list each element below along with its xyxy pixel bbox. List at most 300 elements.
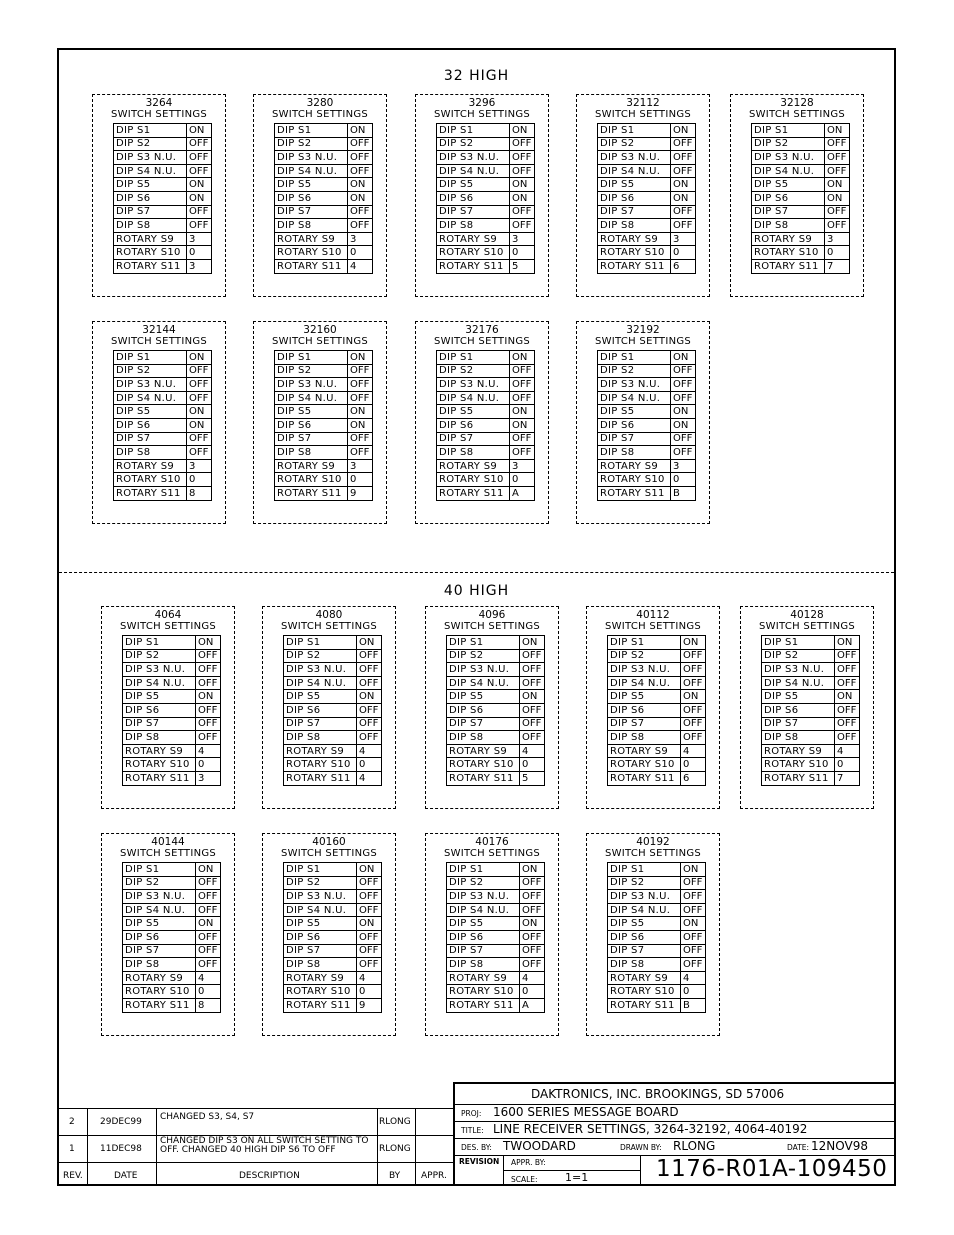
settings-row [608,863,706,877]
setting-label: DIP S1 [437,351,510,365]
setting-value: OFF [510,446,535,460]
setting-label: DIP S4 N.U. [275,164,348,178]
settings-row [275,205,373,219]
settings-row [598,432,696,446]
settings-row [598,486,696,500]
setting-value: OFF [681,890,706,904]
settings-row [123,744,221,758]
setting-label: ROTARY S11 [447,771,520,785]
setting-label: ROTARY S11 [752,259,825,273]
setting-label: DIP S4 N.U. [608,903,681,917]
settings-row [598,219,696,233]
setting-label: DIP S2 [437,364,510,378]
setting-value: ON [187,351,212,365]
setting-label: DIP S5 [123,917,196,931]
switch-settings-card [253,321,387,524]
settings-row [437,446,535,460]
settings-row [437,191,535,205]
setting-value: ON [510,191,535,205]
setting-label: DIP S7 [275,205,348,219]
setting-label: DIP S7 [608,717,681,731]
setting-value: 0 [187,246,212,260]
settings-row [608,676,706,690]
setting-label: ROTARY S9 [284,744,357,758]
switch-settings-card [586,833,720,1036]
setting-value: OFF [510,164,535,178]
settings-row [284,917,382,931]
setting-label: DIP S7 [437,432,510,446]
settings-row [275,246,373,260]
settings-row [284,930,382,944]
setting-value: OFF [520,944,545,958]
setting-value: OFF [348,432,373,446]
setting-value: OFF [357,649,382,663]
setting-value: 3 [187,459,212,473]
setting-value: 6 [681,771,706,785]
setting-label: DIP S1 [598,124,671,138]
setting-value: OFF [520,958,545,972]
settings-row [762,676,860,690]
card-code: 4064 [154,609,182,621]
setting-label: ROTARY S11 [608,771,681,785]
setting-label: DIP S4 N.U. [114,164,187,178]
setting-value: ON [510,124,535,138]
setting-label: DIP S1 [447,863,520,877]
setting-label: ROTARY S11 [598,259,671,273]
card-code: 3264 [145,97,173,109]
setting-label: DIP S4 N.U. [284,676,357,690]
setting-value: OFF [510,151,535,165]
section-divider [59,572,894,573]
setting-value: A [510,486,535,500]
setting-value: ON [187,418,212,432]
setting-label: DIP S8 [114,219,187,233]
setting-value: 6 [671,259,696,273]
settings-row [598,151,696,165]
settings-row [275,486,373,500]
settings-table [751,123,850,274]
setting-label: DIP S7 [752,205,825,219]
settings-row [284,971,382,985]
settings-row [598,364,696,378]
setting-label: DIP S6 [447,930,520,944]
setting-value: OFF [196,663,221,677]
setting-label: DIP S1 [114,351,187,365]
section-title-32-high: 32 HIGH [443,68,510,84]
settings-row [437,246,535,260]
setting-value: ON [348,178,373,192]
appr-by-label: APPR. BY: [511,1158,546,1167]
settings-row [608,944,706,958]
settings-row [284,649,382,663]
settings-row [608,758,706,772]
setting-label: ROTARY S10 [114,246,187,260]
settings-row [123,676,221,690]
setting-label: ROTARY S9 [437,232,510,246]
setting-label: DIP S7 [114,205,187,219]
switch-settings-card [262,833,396,1036]
settings-row [275,405,373,419]
setting-label: DIP S1 [447,636,520,650]
setting-value: ON [357,636,382,650]
setting-label: DIP S5 [114,178,187,192]
setting-value: OFF [510,205,535,219]
setting-value: OFF [187,151,212,165]
setting-label: DIP S7 [608,944,681,958]
setting-label: DIP S2 [275,137,348,151]
settings-row [598,418,696,432]
setting-value: 3 [671,459,696,473]
setting-label: DIP S7 [284,717,357,731]
setting-value: ON [520,863,545,877]
setting-label: DIP S3 N.U. [762,663,835,677]
setting-value: OFF [681,876,706,890]
setting-value: 0 [348,473,373,487]
setting-value: OFF [196,890,221,904]
setting-label: DIP S3 N.U. [752,151,825,165]
setting-value: OFF [671,205,696,219]
settings-row [114,473,212,487]
setting-value: 3 [187,232,212,246]
settings-row [123,863,221,877]
settings-row [114,391,212,405]
settings-row [275,164,373,178]
setting-label: DIP S6 [447,703,520,717]
settings-table [607,862,706,1013]
setting-label: DIP S1 [762,636,835,650]
setting-value: ON [357,863,382,877]
card-code: 3280 [306,97,334,109]
setting-value: OFF [671,164,696,178]
setting-value: OFF [196,944,221,958]
settings-row [598,459,696,473]
setting-value: ON [348,351,373,365]
card-subtitle: SWITCH SETTINGS [604,621,702,632]
setting-value: 5 [510,259,535,273]
settings-row [437,473,535,487]
setting-value: OFF [196,930,221,944]
setting-value: ON [825,124,850,138]
setting-label: DIP S3 N.U. [447,890,520,904]
setting-label: DIP S5 [275,178,348,192]
settings-row [437,364,535,378]
setting-label: DIP S3 N.U. [447,663,520,677]
setting-value: 4 [520,744,545,758]
setting-label: ROTARY S9 [608,971,681,985]
drawing-title: LINE RECEIVER SETTINGS, 3264-32192, 4064-40192 [493,1122,808,1136]
settings-row [447,930,545,944]
settings-row [598,178,696,192]
card-code: 4096 [478,609,506,621]
setting-label: DIP S3 N.U. [437,151,510,165]
settings-row [123,985,221,999]
setting-value: 0 [825,246,850,260]
setting-value: 3 [348,232,373,246]
settings-row [275,137,373,151]
setting-value: OFF [520,903,545,917]
setting-value: OFF [671,137,696,151]
setting-label: ROTARY S10 [608,985,681,999]
setting-label: DIP S5 [114,405,187,419]
setting-value: 9 [357,998,382,1012]
setting-label: DIP S6 [284,703,357,717]
rev-header-rev: REV. [63,1171,83,1181]
setting-label: DIP S7 [447,717,520,731]
setting-value: 0 [196,985,221,999]
setting-value: OFF [835,649,860,663]
settings-row [762,717,860,731]
settings-row [447,690,545,704]
setting-value: OFF [510,432,535,446]
setting-label: DIP S8 [275,446,348,460]
settings-row [598,473,696,487]
setting-label: DIP S1 [284,863,357,877]
settings-row [114,164,212,178]
setting-value: OFF [510,364,535,378]
settings-row [123,758,221,772]
card-code: 40160 [312,836,346,848]
settings-row [284,758,382,772]
settings-row [447,876,545,890]
settings-row [447,703,545,717]
settings-row [284,998,382,1012]
setting-label: DIP S2 [123,876,196,890]
setting-value: OFF [348,364,373,378]
setting-label: ROTARY S9 [437,459,510,473]
settings-row [447,958,545,972]
setting-value: ON [671,124,696,138]
settings-row [437,391,535,405]
setting-value: OFF [520,703,545,717]
setting-label: DIP S2 [284,876,357,890]
setting-label: ROTARY S9 [114,459,187,473]
settings-row [447,744,545,758]
setting-value: OFF [348,164,373,178]
setting-label: DIP S1 [123,636,196,650]
setting-value: OFF [681,649,706,663]
settings-row [275,124,373,138]
settings-row [752,232,850,246]
setting-label: DIP S6 [275,418,348,432]
settings-row [437,151,535,165]
project-name: 1600 SERIES MESSAGE BOARD [493,1105,679,1119]
revision-block [59,1108,453,1186]
setting-value: OFF [520,676,545,690]
setting-value: ON [348,405,373,419]
settings-row [447,903,545,917]
setting-value: OFF [357,958,382,972]
setting-label: DIP S5 [598,405,671,419]
settings-table [436,350,535,501]
settings-row [598,191,696,205]
settings-row [598,259,696,273]
settings-row [275,232,373,246]
setting-value: OFF [681,731,706,745]
setting-value: OFF [348,151,373,165]
settings-row [284,863,382,877]
setting-label: DIP S1 [123,863,196,877]
switch-settings-card [740,606,874,809]
setting-label: ROTARY S9 [752,232,825,246]
setting-label: ROTARY S10 [752,246,825,260]
setting-label: DIP S8 [598,446,671,460]
setting-value: OFF [196,958,221,972]
settings-row [437,219,535,233]
settings-row [284,944,382,958]
settings-table [607,635,706,786]
setting-value: OFF [520,930,545,944]
setting-label: DIP S3 N.U. [114,378,187,392]
setting-label: ROTARY S9 [447,971,520,985]
setting-label: ROTARY S11 [284,998,357,1012]
setting-value: OFF [357,903,382,917]
setting-label: DIP S5 [447,917,520,931]
setting-label: DIP S7 [437,205,510,219]
setting-value: ON [671,418,696,432]
revision-label: REVISION [459,1157,500,1166]
card-code: 40192 [636,836,670,848]
settings-row [114,178,212,192]
setting-label: DIP S4 N.U. [123,903,196,917]
setting-label: DIP S4 N.U. [598,391,671,405]
settings-row [752,259,850,273]
setting-label: DIP S8 [437,446,510,460]
rev-header-by: BY [389,1171,401,1181]
setting-value: OFF [835,717,860,731]
setting-label: DIP S3 N.U. [114,151,187,165]
settings-row [437,137,535,151]
setting-label: DIP S1 [275,124,348,138]
setting-label: DIP S2 [752,137,825,151]
card-subtitle: SWITCH SETTINGS [433,336,531,347]
setting-value: ON [187,191,212,205]
settings-row [752,137,850,151]
setting-label: ROTARY S9 [598,232,671,246]
settings-table [283,862,382,1013]
setting-label: DIP S2 [114,364,187,378]
settings-row [608,971,706,985]
settings-row [284,731,382,745]
settings-row [275,432,373,446]
settings-row [275,191,373,205]
settings-row [447,649,545,663]
setting-value: OFF [520,717,545,731]
settings-row [275,151,373,165]
settings-row [275,459,373,473]
setting-label: DIP S4 N.U. [608,676,681,690]
setting-label: DIP S4 N.U. [447,676,520,690]
setting-label: ROTARY S11 [275,259,348,273]
setting-label: ROTARY S11 [437,259,510,273]
setting-value: OFF [520,731,545,745]
setting-value: ON [835,690,860,704]
settings-row [608,744,706,758]
switch-settings-card [425,606,559,809]
setting-label: DIP S4 N.U. [284,903,357,917]
settings-row [284,985,382,999]
settings-row [752,178,850,192]
setting-value: OFF [187,137,212,151]
settings-table [122,862,221,1013]
section-title-40-high: 40 HIGH [443,583,510,599]
setting-value: 0 [681,985,706,999]
setting-label: DIP S3 N.U. [123,663,196,677]
setting-label: DIP S7 [598,432,671,446]
setting-value: 0 [671,473,696,487]
settings-row [123,998,221,1012]
setting-value: OFF [520,649,545,663]
setting-label: DIP S4 N.U. [752,164,825,178]
setting-value: ON [520,917,545,931]
setting-label: ROTARY S10 [762,758,835,772]
setting-label: DIP S6 [598,191,671,205]
setting-label: DIP S5 [447,690,520,704]
settings-row [123,771,221,785]
setting-label: ROTARY S10 [437,246,510,260]
setting-value: 3 [671,232,696,246]
settings-row [608,998,706,1012]
setting-label: DIP S8 [608,958,681,972]
setting-label: DIP S3 N.U. [608,890,681,904]
rev-header-appr: APPR. [421,1171,447,1181]
setting-label: DIP S1 [437,124,510,138]
setting-value: OFF [681,663,706,677]
setting-label: DIP S3 N.U. [437,378,510,392]
setting-value: OFF [510,391,535,405]
setting-value: 0 [357,758,382,772]
settings-row [284,903,382,917]
settings-table [597,350,696,501]
settings-row [123,649,221,663]
settings-row [608,703,706,717]
settings-row [284,958,382,972]
setting-value: 4 [357,771,382,785]
setting-label: DIP S1 [275,351,348,365]
setting-label: DIP S2 [608,876,681,890]
card-subtitle: SWITCH SETTINGS [604,848,702,859]
setting-value: OFF [681,944,706,958]
des-by-label: DES. BY: [461,1143,492,1152]
settings-table [597,123,696,274]
setting-value: 4 [520,971,545,985]
settings-row [598,378,696,392]
switch-settings-card [101,606,235,809]
card-subtitle: SWITCH SETTINGS [119,621,217,632]
settings-row [114,246,212,260]
setting-value: ON [348,124,373,138]
setting-value: OFF [187,219,212,233]
drawing-number: 1176-R01A-109450 [656,1156,888,1182]
proj-label: PROJ: [461,1109,482,1118]
setting-value: OFF [671,151,696,165]
switch-settings-card [576,94,710,297]
rev-number: 1 [69,1144,75,1154]
rev-number: 2 [69,1117,75,1127]
settings-row [598,205,696,219]
setting-value: 0 [357,985,382,999]
setting-value: OFF [825,205,850,219]
setting-value: B [681,998,706,1012]
setting-label: ROTARY S9 [275,459,348,473]
setting-label: DIP S3 N.U. [123,890,196,904]
setting-value: ON [681,636,706,650]
setting-label: ROTARY S11 [598,486,671,500]
rev-date: 11DEC98 [100,1144,142,1154]
settings-row [437,205,535,219]
setting-value: OFF [825,164,850,178]
setting-value: ON [196,917,221,931]
setting-label: DIP S8 [762,731,835,745]
